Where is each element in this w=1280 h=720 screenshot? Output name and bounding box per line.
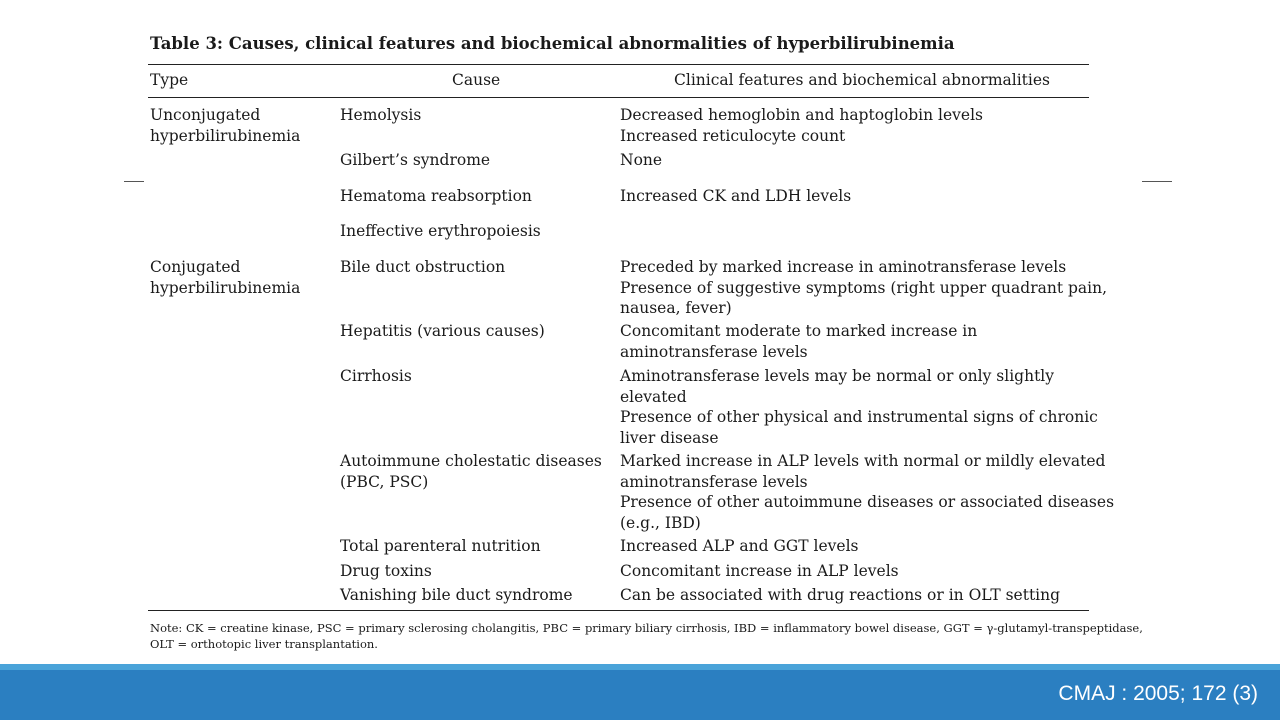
features-line: Marked increase in ALP levels with normal or mildly elevated [620,452,1106,470]
features-line: Presence of suggestive symptoms (right upper quadrant pain, [620,278,1108,297]
type-line: hyperbilirubinemia [150,278,301,297]
features-line: Increased ALP and GGT levels [620,537,859,555]
cause-line: Vanishing bile duct syndrome [340,586,573,604]
features-line: Preceded by marked increase in aminotransferase levels [620,258,1067,276]
features-line: (e.g., IBD) [620,513,701,532]
cause-line: Hemolysis [340,106,422,124]
features-line: None [620,151,663,169]
features-cell [620,186,851,207]
features-line: nausea, fever) [620,299,732,317]
cause-cell [340,366,412,387]
cause-line: (PBC, PSC) [340,472,429,491]
right-edge-mark [1142,181,1172,182]
features-line: Concomitant increase in ALP levels [620,562,899,580]
table-note [150,620,1143,652]
features-line: aminotransferase levels [620,342,808,361]
features-line: Aminotransferase levels may be normal or only slightly [620,367,1055,385]
cause-line: Ineffective erythropoiesis [340,222,541,240]
cause-cell [340,221,541,242]
features-cell [620,257,1107,319]
cause-line: Cirrhosis [340,367,412,385]
cause-line: Drug toxins [340,562,432,580]
cause-cell [340,561,432,582]
cause-line: Autoimmune cholestatic diseases [340,452,602,470]
features-line: Presence of other physical and instrumental signs of chronic [620,408,1098,426]
cause-cell [340,451,602,492]
column-header-cause: Cause [452,71,501,89]
type-line: hyperbilirubinemia [150,126,301,145]
cause-cell [340,150,490,171]
features-cell [620,150,662,171]
type-cell-conjugated [150,257,300,298]
type-cell-unconjugated [150,105,300,146]
cause-line: Hematoma reabsorption [340,187,532,205]
cause-cell [340,536,541,557]
features-cell [620,561,899,582]
column-header-type: Type [150,71,189,89]
type-line: Unconjugated [150,106,261,124]
column-header-features: Clinical features and biochemical abnormalities [674,71,1050,89]
cause-line: Bile duct obstruction [340,258,506,276]
features-line: Can be associated with drug reactions or in OLT setting [620,586,1061,604]
features-line: Decreased hemoglobin and haptoglobin levels [620,106,984,124]
cause-line: Hepatitis (various causes) [340,322,545,340]
citation: CMAJ : 2005; 172 (3) [1058,682,1258,705]
features-line: elevated [620,387,687,406]
cause-line: Gilbert’s syndrome [340,151,491,169]
features-cell [620,321,977,362]
features-cell [620,536,859,557]
table-title: Table 3: Causes, clinical features and biochemical abnormalities of hyperbilirubinemia [150,34,955,53]
note-line: Note: CK = creatine kinase, PSC = primary sclerosing cholangitis, PBC = primary biliary cirrhosis, IBD = inflammatory bowel disease, GGT = γ-glutamyl-transpeptidase, [150,621,1143,635]
features-line: Concomitant moderate to marked increase in [620,322,978,340]
features-line: liver disease [620,428,719,447]
features-line: Increased reticulocyte count [620,126,846,145]
features-cell [620,585,1060,606]
left-edge-mark [124,181,144,182]
cause-cell [340,257,505,278]
features-cell [620,105,983,146]
features-line: Presence of other autoimmune diseases or associated diseases [620,493,1115,511]
cause-cell [340,105,421,126]
features-cell [620,366,1098,448]
table-bottom-rule [148,610,1089,611]
cause-cell [340,186,532,207]
features-line: aminotransferase levels [620,472,808,491]
type-line: Conjugated [150,258,241,276]
header-bottom-rule [148,97,1089,98]
cause-cell [340,585,573,606]
table-top-rule [148,64,1089,65]
cause-line: Total parenteral nutrition [340,537,541,555]
features-line: Increased CK and LDH levels [620,187,852,205]
features-cell [620,451,1114,533]
cause-cell [340,321,545,342]
note-line: OLT = orthotopic liver transplantation. [150,637,378,651]
